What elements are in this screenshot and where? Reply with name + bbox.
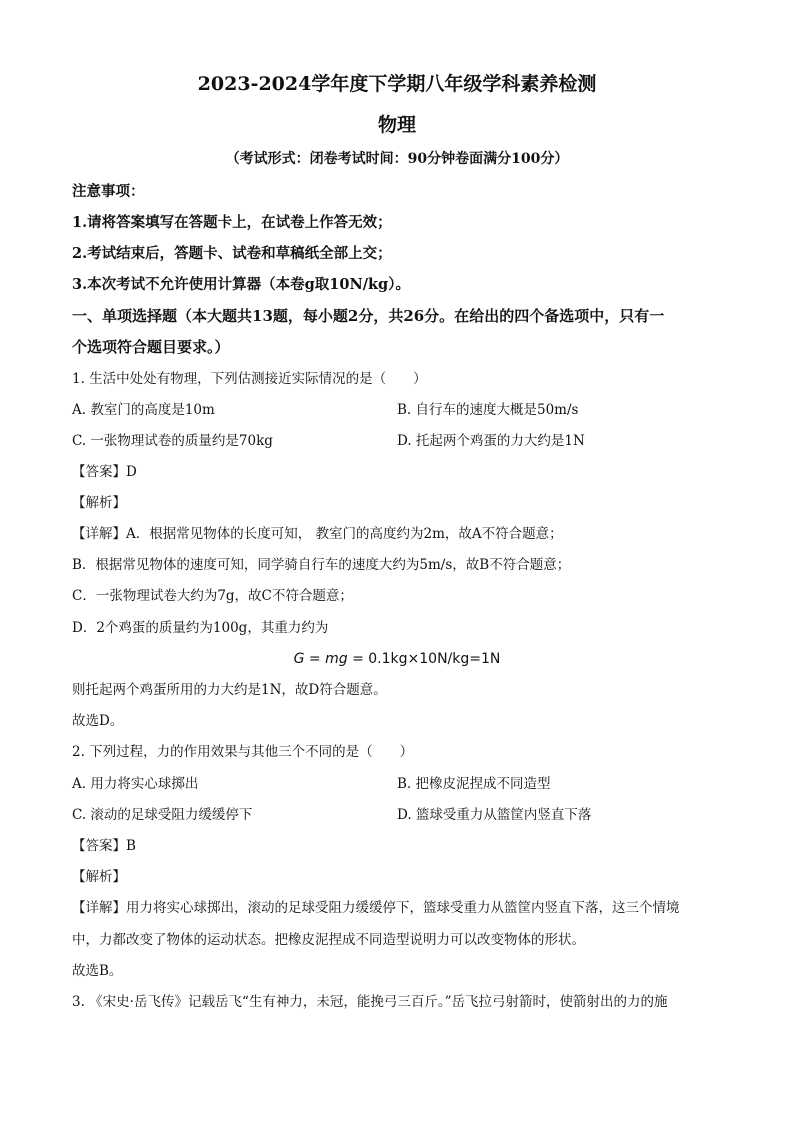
- q2-analysis-label: 【解析】: [72, 869, 126, 885]
- q1-option-c: C. 一张物理试卷的质量约是70kg: [72, 433, 273, 449]
- formula-g: G: [293, 651, 305, 667]
- q1-detail-a: [72, 524, 563, 544]
- q1-stem: 1. 生活中处处有物理，下列估测接近实际情况的是（ ）: [72, 371, 427, 387]
- notice-heading: 注意事项：: [72, 183, 145, 200]
- q1-answer-label: 【答案】: [72, 464, 126, 480]
- subject-title: 物理: [377, 114, 416, 136]
- q2-option-d: D. 篮球受重力从篮筐内竖直下落: [397, 807, 592, 823]
- formula-rest: = 0.1kg×10N/kg=1N: [347, 651, 501, 667]
- q2-option-a: A. 用力将实心球掷出: [72, 776, 199, 792]
- q1-final: 故选D。: [72, 713, 124, 729]
- q1-answer: [72, 462, 137, 482]
- q2-stem: 2. 下列过程，力的作用效果与其他三个不同的是（ ）: [72, 744, 414, 760]
- q1-detail-b: B．根据常见物体的速度可知，同学骑自行车的速度大约为5m/s，故B不符合题意；: [72, 557, 571, 573]
- q2-final: 故选B。: [72, 963, 123, 979]
- q1-detail-d: D．2个鸡蛋的质量约为100g，其重力约为: [72, 620, 329, 636]
- q2-answer-value: B: [126, 838, 136, 854]
- notice-item-2: 2.考试结束后，答题卡、试卷和草稿纸全部上交；: [72, 245, 392, 262]
- q1-detail-c: C．一张物理试卷大约为7g，故C不符合题意；: [72, 588, 353, 604]
- section-heading-line2: 个选项符合题目要求。）: [72, 338, 230, 356]
- q3-stem: 3. 《宋史·岳飞传》记载岳飞“生有神力，未冠，能挽弓三百斤。”岳飞拉弓射箭时，使箭射出的力的施: [72, 994, 668, 1010]
- notice-item-1: 1.请将答案填写在答题卡上，在试卷上作答无效；: [72, 214, 392, 231]
- q2-detail-line2: 中，力都改变了物体的运动状态。把橡皮泥捏成不同造型说明力可以改变物体的形状。: [72, 932, 585, 948]
- q1-answer-value: D: [126, 464, 137, 480]
- q1-formula: [0, 649, 794, 669]
- q1-conclusion: 则托起两个鸡蛋所用的力大约是1N，故D符合题意。: [72, 682, 387, 698]
- exam-info: （考试形式：闭卷考试时间：90分钟卷面满分100分）: [225, 151, 569, 167]
- q2-option-c: C. 滚动的足球受阻力缓缓停下: [72, 807, 253, 823]
- formula-eq: =: [304, 651, 326, 667]
- q1-detail-a-text: A．根据常见物体的长度可知， 教室门的高度约为2m，故A不符合题意；: [126, 526, 563, 542]
- q1-option-d: D. 托起两个鸡蛋的力大约是1N: [397, 433, 585, 449]
- section-heading-line1: 一、单项选择题（本大题共13题，每小题2分，共26分。在给出的四个备选项中，只有一: [72, 307, 665, 325]
- formula-mg: mg: [325, 651, 348, 667]
- exam-title: 2023-2024学年度下学期八年级学科素养检测: [197, 73, 597, 95]
- q1-detail-label: 【详解】: [72, 526, 126, 542]
- q2-detail-line1: [72, 898, 680, 918]
- q2-answer: [72, 836, 136, 856]
- q1-option-b: B. 自行车的速度大概是50m/s: [397, 402, 579, 418]
- q2-detail-label: 【详解】: [72, 900, 126, 916]
- q2-option-b: B. 把橡皮泥捏成不同造型: [397, 776, 551, 792]
- q2-answer-label: 【答案】: [72, 838, 126, 854]
- q1-option-a: A. 教室门的高度是10m: [72, 402, 215, 418]
- q1-analysis-label: 【解析】: [72, 495, 126, 511]
- notice-item-3: 3.本次考试不允许使用计算器（本卷g取10N/kg）。: [72, 276, 410, 293]
- q2-detail-text: 用力将实心球掷出，滚动的足球受阻力缓缓停下，篮球受重力从篮筐内竖直下落，这三个情境: [126, 900, 680, 916]
